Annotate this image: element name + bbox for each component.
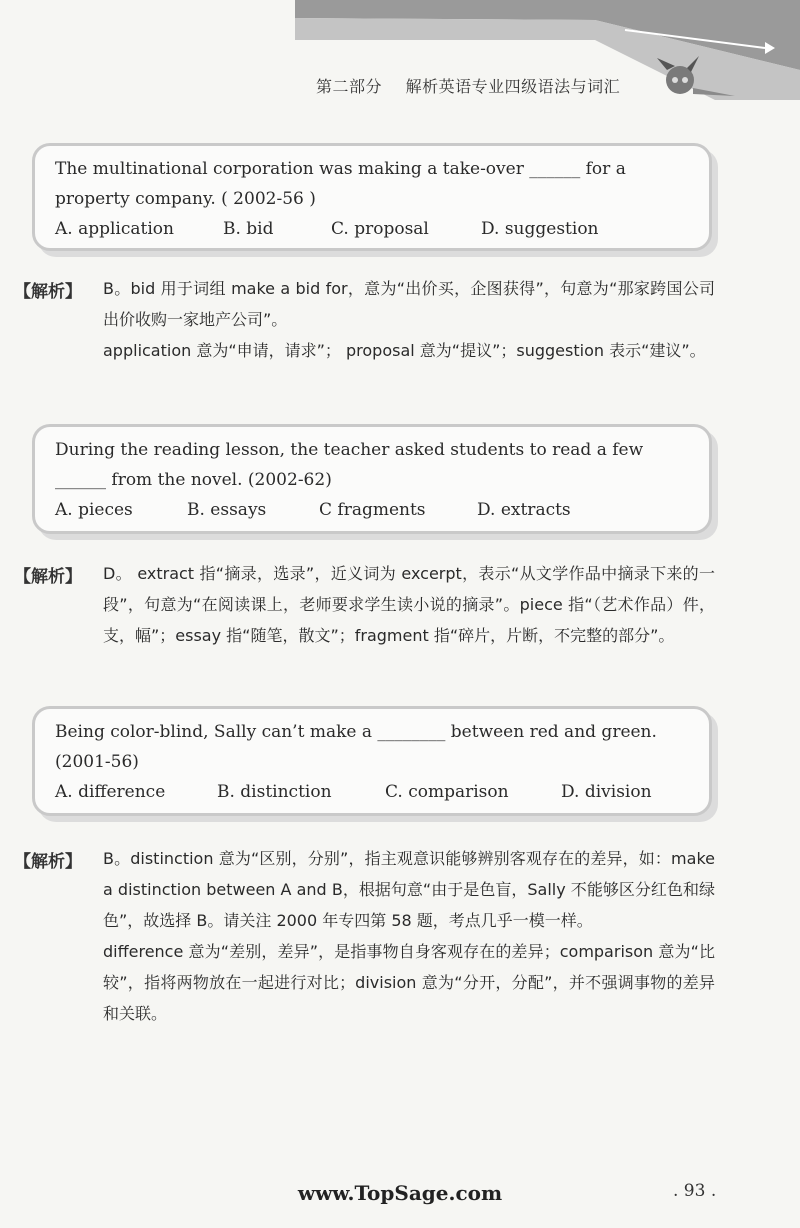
header-part: 第二部分: [316, 77, 383, 96]
options-row: [55, 495, 691, 525]
options-row: [55, 214, 691, 244]
analysis-label: 【解析】: [14, 567, 82, 587]
option-a: A. application: [55, 219, 174, 239]
analysis-2: [103, 558, 715, 651]
question-box-3: [32, 706, 712, 816]
option-d: D. division: [561, 782, 652, 802]
analysis-paragraph: B。bid 用于词组 make a bid for，意为“出价买，企图获得”，句意为“那家跨国公司出价收购一家地产公司”。: [103, 279, 715, 329]
analysis-paragraph: B。distinction 意为“区别，分别”，指主观意识能够辨别客观存在的差异，如：make a distinction between A and B，根据句意“由于是色盲，Sally 不能够区分红色和绿色”，故选择 B。请关注 2000 年专四第 58 题，考点几乎一模一样。: [103, 849, 715, 930]
analysis-paragraph: D。 extract 指“摘录，选录”，近义词为 excerpt，表示“从文学作品中摘录下来的一段”，句意为“在阅读课上，老师要求学生读小说的摘录”。piece 指“（艺术作品）件，支，幅”；essay 指“随笔，散文”；fragment 指“碎片，片断，不完整的部分”。: [103, 564, 715, 645]
question-text: Being color-blind, Sally can’t make a ________ between red and green. (2001-56): [55, 722, 657, 772]
page-number: . 93 .: [673, 1181, 717, 1201]
analysis-3: [103, 843, 715, 1029]
option-a: A. pieces: [55, 500, 133, 520]
analysis-1: [103, 273, 715, 366]
option-d: D. extracts: [477, 500, 571, 520]
option-b: B. essays: [187, 500, 267, 520]
option-b: B. bid: [223, 219, 274, 239]
analysis-label: 【解析】: [14, 852, 82, 872]
option-a: A. difference: [55, 782, 166, 802]
header-title-text: 解析英语专业四级语法与词汇: [405, 77, 621, 96]
analysis-label: 【解析】: [14, 282, 82, 302]
question-box-1: [32, 143, 712, 251]
options-row: [55, 777, 691, 807]
page-header: [316, 74, 620, 97]
question-text: The multinational corporation was making a take-over ______ for a property company. ( 2002-56 ): [55, 159, 626, 209]
analysis-paragraph: difference 意为“差别，差异”，是指事物自身客观存在的差异；comparison 意为“比较”，指将两物放在一起进行对比；division 意为“分开，分配”，并不强调事物的差异和关联。: [103, 942, 715, 1023]
footer-website: www.TopSage.com: [297, 1181, 503, 1205]
option-d: D. suggestion: [481, 219, 599, 239]
analysis-paragraph: application 意为“申请，请求”； proposal 意为“提议”；suggestion 表示“建议”。: [103, 341, 706, 360]
option-c: C. comparison: [385, 782, 509, 802]
option-b: B. distinction: [217, 782, 332, 802]
option-c: C fragments: [319, 500, 426, 520]
question-text: During the reading lesson, the teacher asked students to read a few ______ from the novel. (2002-62): [55, 440, 644, 490]
option-c: C. proposal: [331, 219, 429, 239]
question-box-2: [32, 424, 712, 534]
